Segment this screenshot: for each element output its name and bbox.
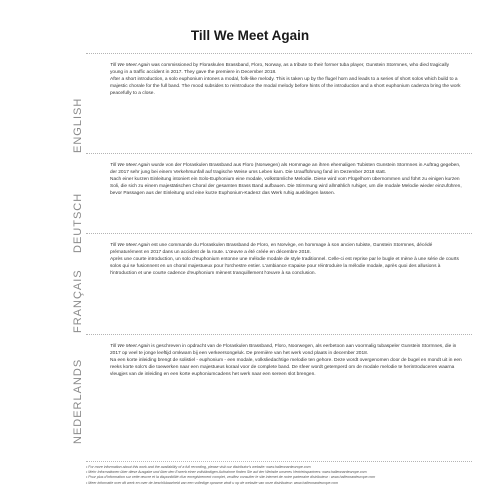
work-title: Till We Meet Again [110, 344, 150, 349]
section-body [110, 344, 462, 379]
footer-note-francais: • Pour plus d'information sur cette œuvre et la disponibilité d'un enregistrement complet, veuillez consulter le site internet de notre partenaire distributeur : www.halleonardeurope.com [86, 475, 376, 480]
body-paragraph: Na een korte inleiding brengt de solistiel - euphonium - een modale, volksliedachtige melodie ten gehore. Deze wordt overgenomen door de bugel en mondt uit in een reeks korte solo's die toewerken naar een majestueus koraal voor de complete band. De sfeer wordt getemperd om de modale melodie te herintroduceren waarna vleugjes van de inleiding en een korte euphoniumcadens het werk naar een sereen slot brengen. [110, 357, 462, 377]
footer-note-deutsch: • Mehr Informationen über diese Ausgabe und über den Erwerb einer vollständigen Aufnahme finden Sie auf der Website unseres Vertriebspartners: www.halleonardeurope.com [86, 470, 367, 475]
section-body [110, 243, 462, 278]
section-body [110, 63, 462, 98]
section-english [0, 53, 500, 153]
footer-notes [86, 461, 472, 486]
work-title: Till We Meet Again [110, 63, 150, 68]
section-francais [0, 233, 500, 333]
body-paragraph: Après une courte introduction, un solo d'euphonium entonne une mélodie modale de style traditionnel. Celle-ci est reprise par le bugle et mène à une série de courts solos qui se fusionnent en un choral majestueux pour l'orchestre entier. L'ambiance s'apaise pour réintroduire la mélodie modale, après quoi des allusions à l'introduction et une courte cadence d'euphonium mènent tranquillement l'œuvre à sa conclusion. [110, 256, 459, 276]
intro-text: is geschreven in opdracht van de Floraskulen Brassband, Floro, Noorwegen, als eerbetoon aan voormalig tubaspeler Gunstein Stormnes, die in 2017 op veel te jonge leeftijd omkwam bij een verkeersongeluk. De première van het werk vond plaats in december 2018. [110, 344, 457, 356]
intro-text: wurde von der Floraskulen Brassband aus Floro (Norwegen) als Hommage an ihren ehemaligen Tubisten Gunstein Stormnes in Auftrag gegeben, der 2017 sehr jung bei einem Verkehrsunfall auf tragische Weise ums Leben kam. Die Uraufführung fand im Dezember 2018 statt. [110, 163, 461, 175]
language-label: FRANÇAIS [72, 269, 84, 333]
section-divider [86, 153, 472, 154]
intro-text: est une commande du Floraskulen Brassband de Floro, en Norvège, en hommage à son ancien tubiste, Gunstein Stormnes, décédé prématurément en 2017 dans un accident de la route. L'œuvre a été créée en décembre 2018. [110, 243, 433, 255]
section-body [110, 163, 462, 198]
intro-paragraph [110, 243, 462, 257]
section-nederlands [0, 334, 500, 444]
language-label: ENGLISH [72, 97, 84, 153]
intro-paragraph [110, 163, 462, 177]
section-divider [86, 334, 472, 335]
footer-note-english: • For more information about this work and the availability of a full recording, please visit our distributor's website: www.halleonardeurope.com [86, 465, 311, 469]
body-paragraph: Nach einer kurzen Einleitung intoniert ein Solo-Euphonium eine modale, volkstümliche Melodie. Diese wird vom Flügelhorn übernommen und führt zu einigen kurzen Soli, die sich zu einem majestätischen Choral der gesamten Brass Band aufbauen. Die Stimmung wird allmählich ruhiger, um die modale Melodie wieder einzuführen, bevor Passagen aus der Einleitung und eine kurze Euphonium-Kadenz das Werk ruhig ausklingen lassen. [110, 176, 462, 196]
intro-paragraph [110, 63, 462, 77]
language-label: NEDERLANDS [72, 358, 84, 444]
work-title: Till We Meet Again [110, 163, 150, 168]
body-paragraph: After a short introduction, a solo euphonium intones a modal, folk-like melody. This is taken up by the flugel horn and leads to a series of short solos which build to a majestic chorale for the full band. The mood subsides to reintroduce the modal melody before hints of the introduction and a short euphonium cadenza bring the work peacefully to a close. [110, 76, 461, 96]
section-divider [86, 53, 472, 54]
language-label: DEUTSCH [72, 192, 84, 253]
footer-note-nederlands: • Meer informatie over dit werk en over de beschikbaarheid van een volledige opname vindt u op de website van onze distributeur: www.halleonardeurope.com [86, 480, 339, 485]
section-divider [86, 233, 472, 234]
intro-paragraph [110, 344, 462, 358]
document-title: Till We Meet Again [190, 28, 310, 43]
work-title: Till We Meet Again [110, 243, 150, 248]
intro-text: was commissioned by Floraskulen Brassband, Floro, Norway, as a tribute to their former tuba player, Gunstein Stormnes, who died tragically young in a traffic accident in 2017. They gave the premiere in December 2018. [110, 63, 450, 75]
